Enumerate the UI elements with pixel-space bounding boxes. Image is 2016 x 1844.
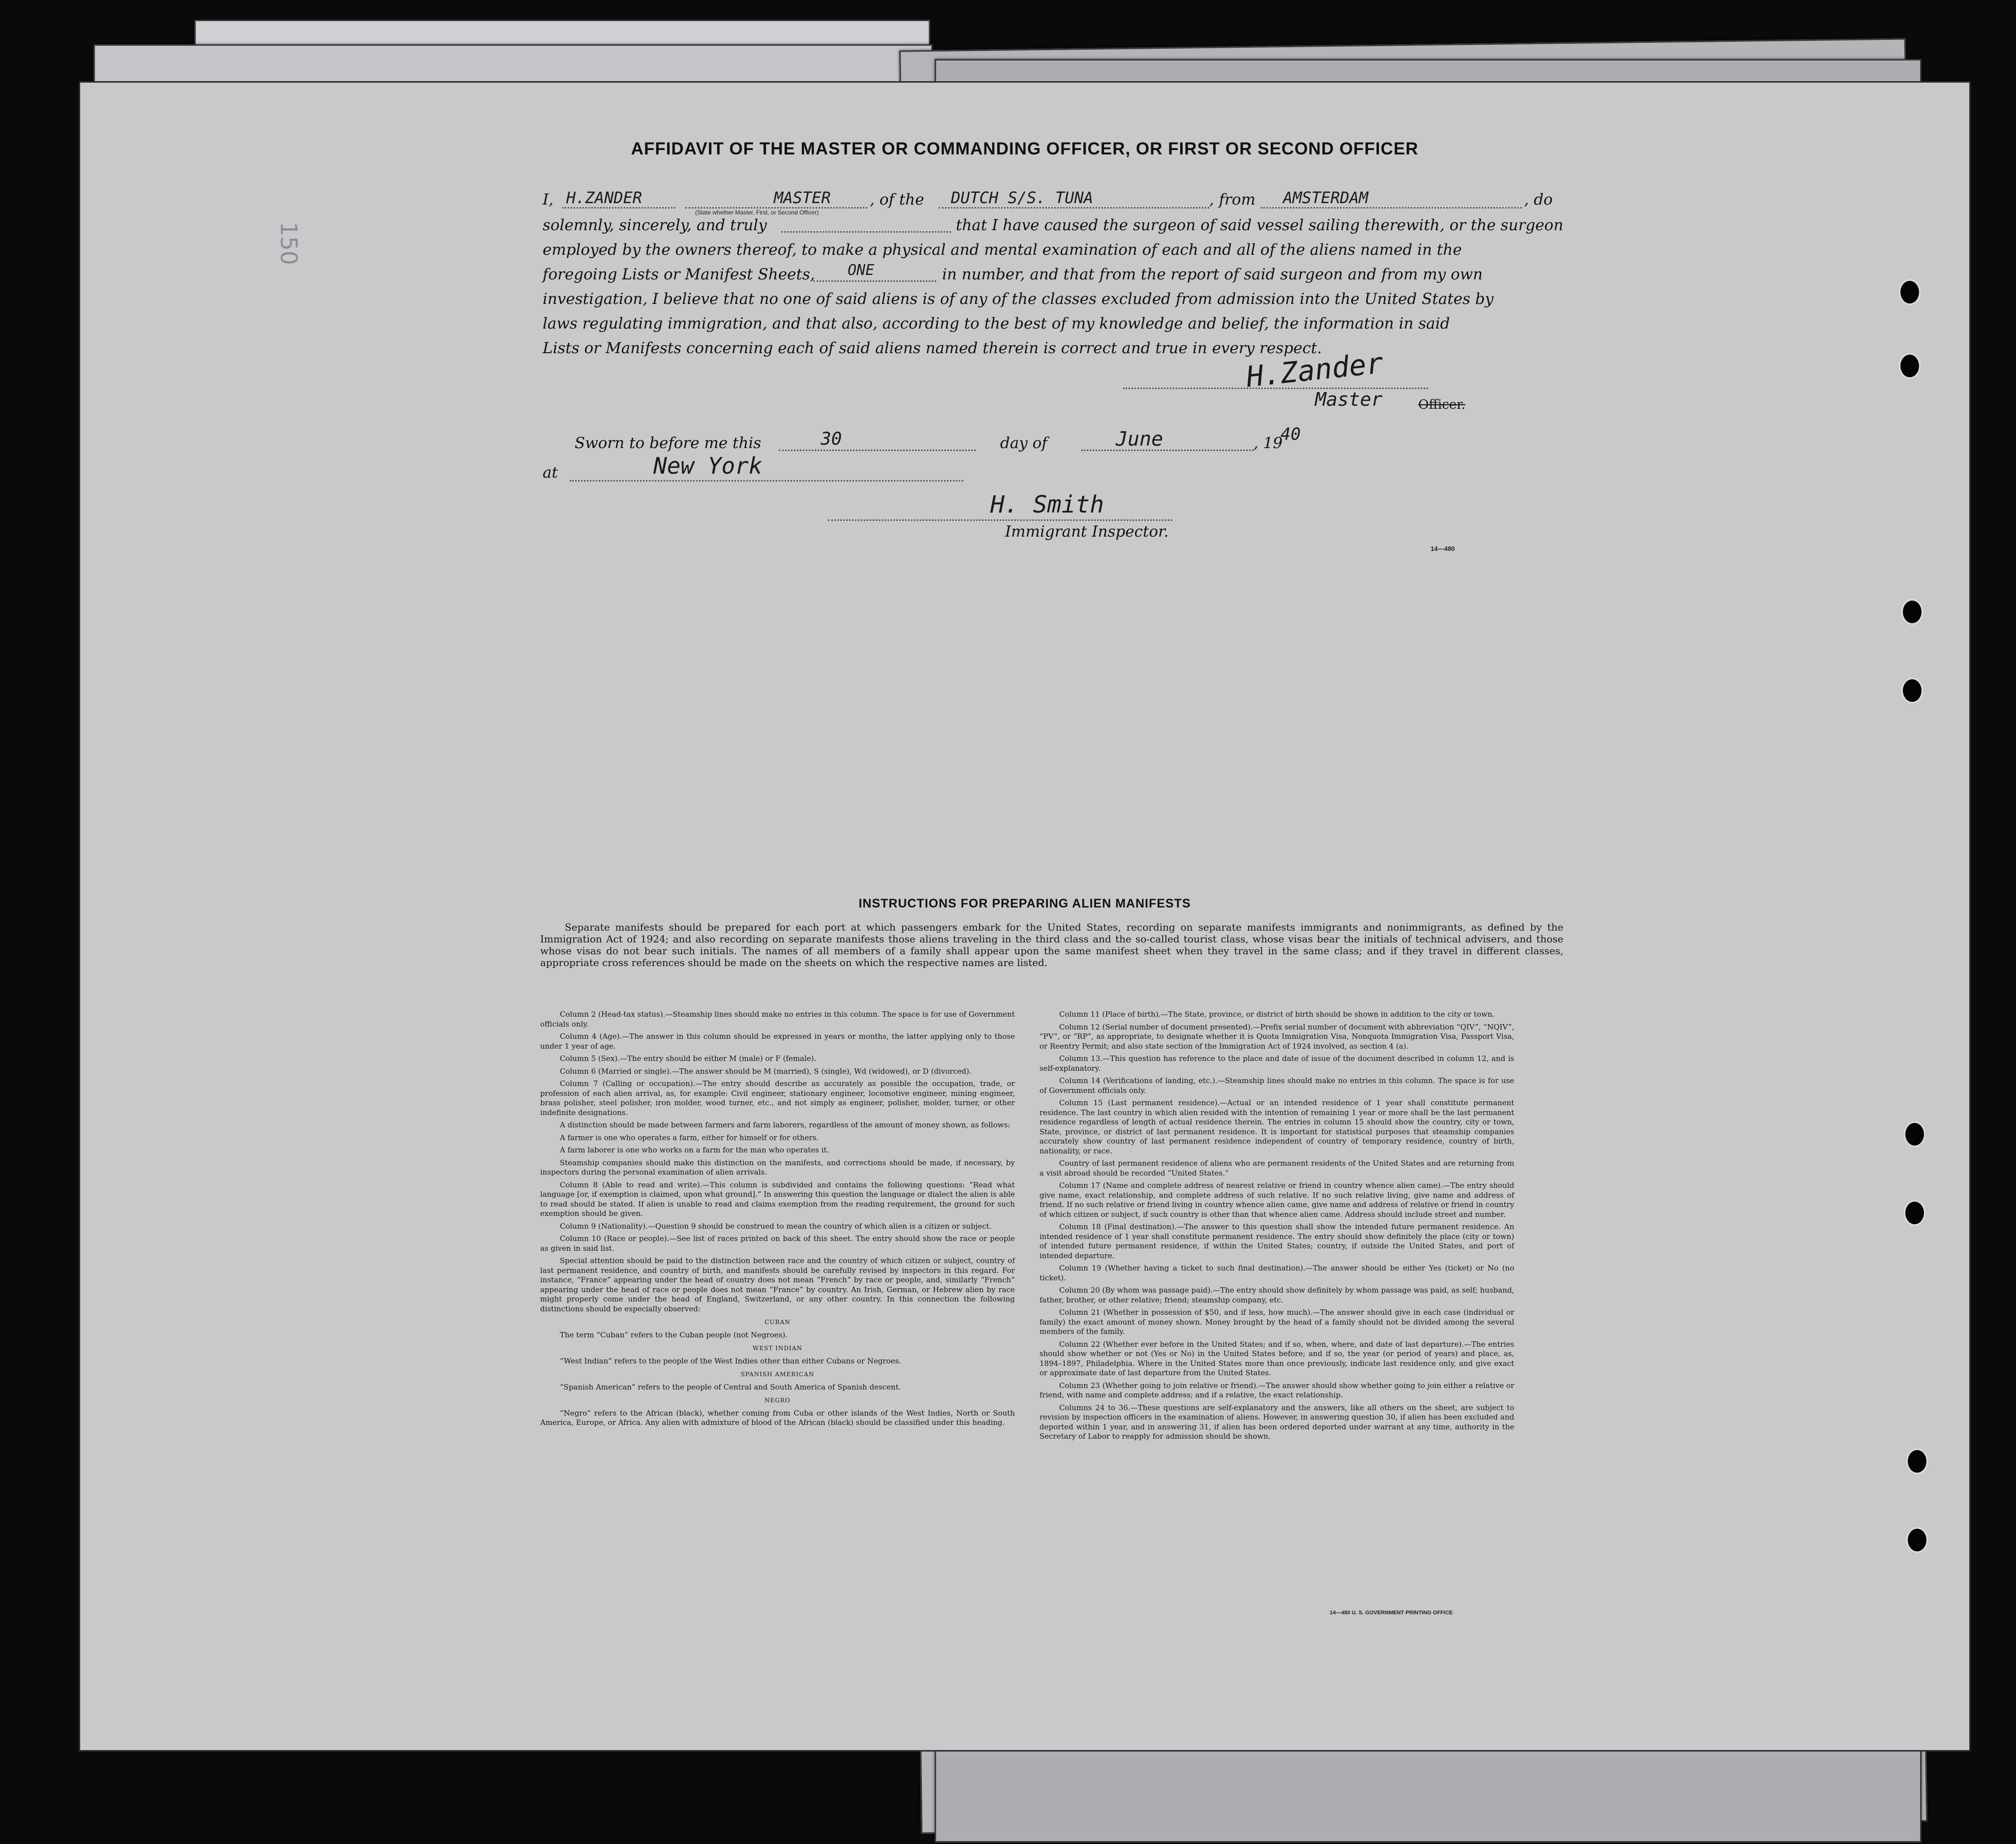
sworn-place: New York [653,453,763,479]
instruction-paragraph: Column 2 (Head-tax status).—Steamship lines should make no entries in this column. The space is for use of Government officials only. [540,1010,1015,1028]
instruction-paragraph: Column 9 (Nationality).—Question 9 should be construed to mean the country of which alien is a citizen or subject. [560,1221,992,1231]
instruction-paragraph: A distinction should be made between farmers and farm laborers, regardless of the amount of money shown, as follows: [560,1120,1010,1129]
margin-pencil-note: 150 [275,222,302,265]
instruction-paragraph: A farmer is one who operates a farm, either for himself or for others. [560,1133,819,1142]
at-text: at [543,464,558,482]
west-indian-heading: WEST INDIAN [753,1345,802,1352]
instruction-paragraph: Country of last permanent residence of aliens who are permanent residents of the United States and are returning from a visit abroad should be recorded “United States.” [1039,1159,1514,1178]
inspector-signature: H. Smith [990,491,1104,518]
vessel-field [939,188,1209,209]
affidavit-i: I, [543,191,554,209]
affidavit-title: AFFIDAVIT OF THE MASTER OR COMMANDING OFFICER, OR FIRST OR SECOND OFFICER [631,139,1419,158]
affidavit-line2b: that I have caused the surgeon of said vessel sailing therewith, or the surgeon [956,216,1563,234]
rank-note: (State whether Master, First, or Second Officer) [695,209,819,216]
master-name: H.ZANDER [566,188,642,207]
instruction-paragraph: Column 6 (Married or single).—The answer should be M (married), S (single), Wd (widowed), or D (divorced). [560,1066,972,1076]
of-the-text: , of the [870,191,924,209]
year-prefix: , 19 [1253,434,1283,452]
affidavit-line7: Lists or Manifests concerning each of said aliens named therein is correct and true in every respect. [543,339,1322,357]
vessel-name: DUTCH S/S. TUNA [951,188,1093,207]
west-indian-definition: “West Indian” refers to the people of the West Indies other than either Cubans or Negroes. [560,1356,901,1365]
master-signature: H.Zander [1245,346,1385,394]
month-field [1081,428,1253,451]
spanish-american-definition: “Spanish American” refers to the people of Central and South America of Spanish descent. [560,1382,901,1391]
day-field [779,431,976,451]
name-field [562,188,675,209]
instruction-paragraph: Column 15 (Last permanent residence).—Actual or an intended residence of 1 year shall constitute permanent residence. The last country in which alien resided with the intention of remaining 1 year or more shall be the last permanent residence regardless of length of actual residence therein. The entries in column 15 should show the country, city or town, State, province, or district of last permanent residence. It is important for statistical purposes that steamship companies accurately show country of last permanent residence independent of country of temporary residence, country of birth, nationality, or race. [1039,1098,1514,1155]
master-rank: MASTER [774,188,831,207]
instruction-paragraph: Column 14 (Verifications of landing, etc.).—Steamship lines should make no entries in this column. The space is for use of Government officials only. [1039,1076,1514,1095]
instruction-paragraph: Steamship companies should make this distinction on the manifests, and corrections should be made, if necessary, by inspectors during the personal examination of alien arrivals. [540,1158,1015,1177]
instruction-paragraph: Column 23 (Whether going to join relative or friend).—The answer should show whether going to join either a relative or friend, with name and complete address; and if a relative, the exact relationship. [1039,1381,1514,1399]
from-text: , from [1209,191,1256,209]
inspector-label: Immigrant Inspector. [1005,523,1169,541]
count-field [813,263,936,282]
instruction-paragraph: Column 10 (Race or people).—See list of races printed on back of this sheet. The entry should show the race or people as given in said list. [540,1234,1015,1253]
negro-heading: NEGRO [764,1397,791,1404]
instructions-title: INSTRUCTIONS FOR PREPARING ALIEN MANIFESTS [858,897,1191,910]
instruction-paragraph: Columns 24 to 36.—These questions are self-explanatory and the answers, like all others on the sheet, are subject to revision by inspection officers in the examination of aliens. However, in answering question 30, if alien has been excluded and deported within 1 year, and in answering 31, if alien has been ordered deported under warrant at any time, authority in the Secretary of Labor to reapply for admission should be shown. [1039,1403,1514,1441]
manifest-page [79,81,1971,1752]
instructions-intro: Separate manifests should be prepared for each port at which passengers embark for the United States, recording on separate manifests immigrants and nonimmigrants, as defined by the Immigration Act of 1924; and also recording on separate manifests those aliens traveling in the third class and the so-called tourist class, whose visas bear the initials of technical advisers, and those whose visas do not bear such initials. The names of all members of a family shall appear upon the same manifest sheet when they travel in the same class; and if they travel in different classes, appropriate cross references should be made on the sheets on which the respective names are listed. [540,921,1563,968]
instruction-paragraph: Column 8 (Able to read and write).—This column is subdivided and contains the following questions: “Read what language [or, if exemption is claimed, upon what ground].” In answering this question the language or dialect the alien is able to read should be stated. If alien is unable to read and claims exemption from the reading requirement, the ground for such exemption should be given. [540,1180,1015,1218]
instruction-paragraph: Column 13.—This question has reference to the place and date of issue of the document described in column 12, and is self-explanatory. [1039,1054,1514,1073]
master-handwritten: Master [1315,389,1383,410]
binder-hole [1899,353,1921,379]
instruction-paragraph: Column 19 (Whether having a ticket to such final destination).—The answer should be either Yes (ticket) or No (no ticket). [1039,1264,1514,1282]
instruction-paragraph: Column 17 (Name and complete address of nearest relative or friend in country whence alien came).—The entry should give name, exact relationship, and complete address of such relative. If no such relative living, give name and address of friend. If no such relative or friend living in country whence alien came, give name and address of relative or friend in country of which citizen or subject, if such country is other than that whence alien came. Address should include street and number. [1039,1181,1514,1219]
instruction-paragraph: Column 11 (Place of birth).—The State, province, or district of birth should be shown in addition to the city or town. [1059,1010,1495,1019]
binder-hole [1906,1449,1928,1474]
affidavit-line5: investigation, I believe that no one of said aliens is of any of the classes excluded from admission into the United States by [543,290,1494,308]
rank-field [685,188,867,209]
sworn-month: June [1116,428,1163,451]
port-name: AMSTERDAM [1283,188,1369,207]
instruction-paragraph: Column 7 (Calling or occupation).—The entry should describe as accurately as possible the occupation, trade, or profession of each alien arrival, as, for example: Civil engineer, stationary engineer, locomotive engineer, mining engineer, brass polisher, steel polisher, iron molder, wood turner, etc., and not simply as engineer, polisher, molder, turner, or other indefinite designations. [540,1079,1015,1117]
instruction-paragraph: Column 21 (Whether in possession of $50, and if less, how much).—The answer should give in each case (individual or family) the exact amount of money shown. Money brought by the head of a family should not be divided among the several members of the family. [1039,1308,1514,1336]
instruction-paragraph: Column 4 (Age).—The answer in this column should be expressed in years or months, the latter applying only to those under 1 year of age. [540,1032,1015,1051]
spanish-american-heading: SPANISH AMERICAN [740,1371,815,1378]
binder-hole [1906,1527,1928,1553]
sworn-year: 40 [1281,424,1301,444]
binder-hole [1904,1121,1925,1147]
blank-field [781,214,951,233]
instruction-paragraph: A farm laborer is one who works on a farm for the man who operates it. [560,1146,829,1154]
affidavit-line6: laws regulating immigration, and that also, according to the best of my knowledge and belief, the information in said [543,315,1450,333]
binder-hole [1899,279,1921,305]
binder-hole [1901,599,1923,625]
signature-line [1123,346,1428,394]
instructions-right-column [1039,1010,1514,1445]
affidavit-line2a: solemnly, sincerely, and truly [543,216,767,234]
day-of-text: day of [1000,434,1047,452]
instruction-paragraph: Column 20 (By whom was passage paid).—The entry should show definitely by whom passage was paid, as self; husband, father, brother, or other relative; friend; steamship company, etc. [1039,1286,1514,1304]
binder-hole [1904,1200,1925,1226]
instructions-left-column [540,1010,1015,1431]
alien-count: ONE [848,262,875,279]
port-field [1261,188,1522,209]
instruction-paragraph: Special attention should be paid to the distinction between race and the country of which citizen or subject, country of last permanent residence, and country of birth, and manifests should be carefully revised by inspectors in this regard. For instance, “France” appearing under the head of country does not mean “French” by race or people, and, similarly “French” appearing under the head of race or people does not mean “France” by country. An Irish, German, or Hebrew alien by race might properly come under the head of England, Switzerland, or any other country. In this connection the following distinctions should be especially observed: [540,1256,1015,1313]
place-field [570,453,963,482]
sworn-day: 30 [821,429,842,449]
inspector-signature-line [828,491,1172,521]
instruction-paragraph: Column 22 (Whether ever before in the United States; and if so, when, where, and date of last departure).—The entries should show whether or not (Yes or No) in the United States before; and if so, the year (or period of years) and place, as, 1894–1897, Philadelphia. Where in the United States more than once previously, indicate last residence only, and give exact or approximate date of last departure from the United States. [1039,1339,1514,1377]
do-text: , do [1524,191,1553,209]
affidavit-line4a: foregoing Lists or Manifest Sheets, [543,266,815,283]
printing-office-footer: 14—480 U. S. GOVERNMENT PRINTING OFFICE [1330,1610,1453,1616]
cuban-heading: CUBAN [764,1319,791,1326]
instruction-paragraph: Column 12 (Serial number of document presented).—Prefix serial number of document with abbreviation “QIV”, “NQIV”, “PV”, or “RP”, as appropriate, to designate whether it is Quota Immigration Visa, Nonquota Immigration Visa, Passport Visa, or Reentry Permit; and also state section of the Immigration Act of 1924 involved, as section 4 (a). [1039,1022,1514,1051]
affidavit-line3: employed by the owners thereof, to make a physical and mental examination of each and all of the aliens named in the [543,241,1462,259]
affidavit-line4b: in number, and that from the report of said surgeon and from my own [942,266,1483,283]
officer-struck-text: Officer. [1418,397,1466,412]
sworn-text: Sworn to before me this [575,434,762,452]
negro-definition: “Negro” refers to the African (black), whether coming from Cuba or other islands of the West Indies, North or South America, Europe, or Africa. Any alien with admixture of blood of the African (black) should be classified under this heading. [540,1408,1015,1427]
instruction-paragraph: Column 18 (Final destination).—The answer to this question shall show the intended future permanent residence. An intended residence of 1 year shall constitute permanent residence. The entry should show definitely the place (city or town) of intended future permanent residence, if within the United States; country, if outside the United States, and port of intended departure. [1039,1222,1514,1260]
cuban-definition: The term “Cuban” refers to the Cuban people (not Negroes). [560,1330,788,1339]
instruction-paragraph: Column 5 (Sex).—The entry should be either M (male) or F (female). [560,1054,817,1063]
form-number: 14—480 [1431,545,1455,552]
binder-hole [1901,678,1923,703]
